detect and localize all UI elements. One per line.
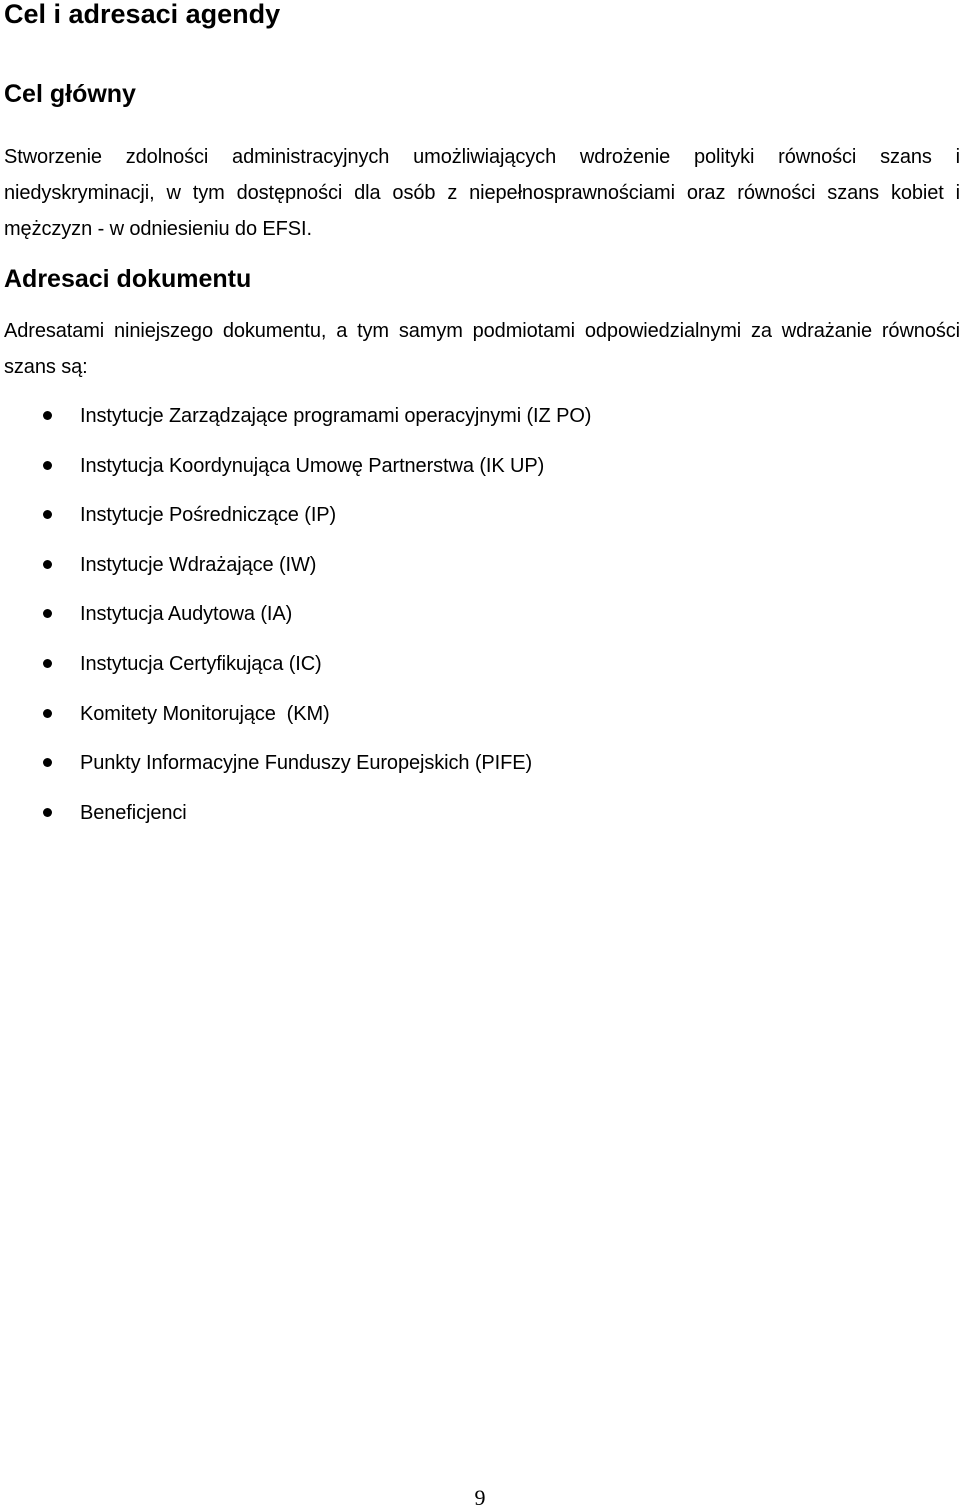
list-item-text: Instytucja Audytowa (IA)	[80, 603, 293, 626]
list-item-text: Instytucja Koordynująca Umowę Partnerstwa (IK UP)	[80, 454, 545, 477]
bullet-icon	[43, 560, 52, 569]
addressees-intro: Adresatami niniejszego dokumentu, a tym samym podmiotami odpowiedzialnymi za wdrażanie równości szans są:	[4, 320, 960, 378]
list-item	[0, 448, 960, 498]
list-item-text: Instytucje Pośredniczące (IP)	[80, 504, 337, 527]
bullet-icon	[43, 758, 52, 767]
list-item	[0, 745, 960, 795]
list-item	[0, 795, 960, 845]
bullet-icon	[43, 510, 52, 519]
list-item	[0, 497, 960, 547]
list-item	[0, 398, 960, 448]
main-goal-text: Stworzenie zdolności administracyjnych umożliwiających wdrożenie polityki równości szans i niedyskryminacji, w tym dostępności dla osób z niepełnosprawnościami oraz równości szans kobiet i mężczyzn - w odniesieniu do EFSI.	[4, 146, 960, 240]
list-item	[0, 696, 960, 746]
list-item	[0, 547, 960, 597]
page-number: 9	[474, 1485, 486, 1510]
list-item	[0, 596, 960, 646]
bullet-icon	[43, 461, 52, 470]
document-title: Cel i adresaci agendy	[4, 0, 281, 29]
bullet-icon	[43, 808, 52, 817]
list-item-text: Komitety Monitorujące (KM)	[80, 702, 330, 725]
list-item-text: Punkty Informacyjne Funduszy Europejskich (PIFE)	[80, 752, 533, 775]
bullet-icon	[43, 709, 52, 718]
bullet-icon	[43, 609, 52, 618]
addressees-list	[0, 398, 960, 844]
addressees-heading: Adresaci dokumentu	[4, 265, 252, 293]
list-item-text: Instytucje Wdrażające (IW)	[80, 553, 317, 576]
list-item-text: Instytucje Zarządzające programami operacyjnymi (IZ PO)	[80, 405, 592, 427]
bullet-icon	[43, 659, 52, 668]
list-item-text: Beneficjenci	[80, 801, 187, 824]
list-item	[0, 646, 960, 696]
bullet-icon	[43, 411, 52, 420]
main-goal-heading: Cel główny	[4, 80, 136, 108]
list-item-text: Instytucja Certyfikująca (IC)	[80, 652, 322, 675]
